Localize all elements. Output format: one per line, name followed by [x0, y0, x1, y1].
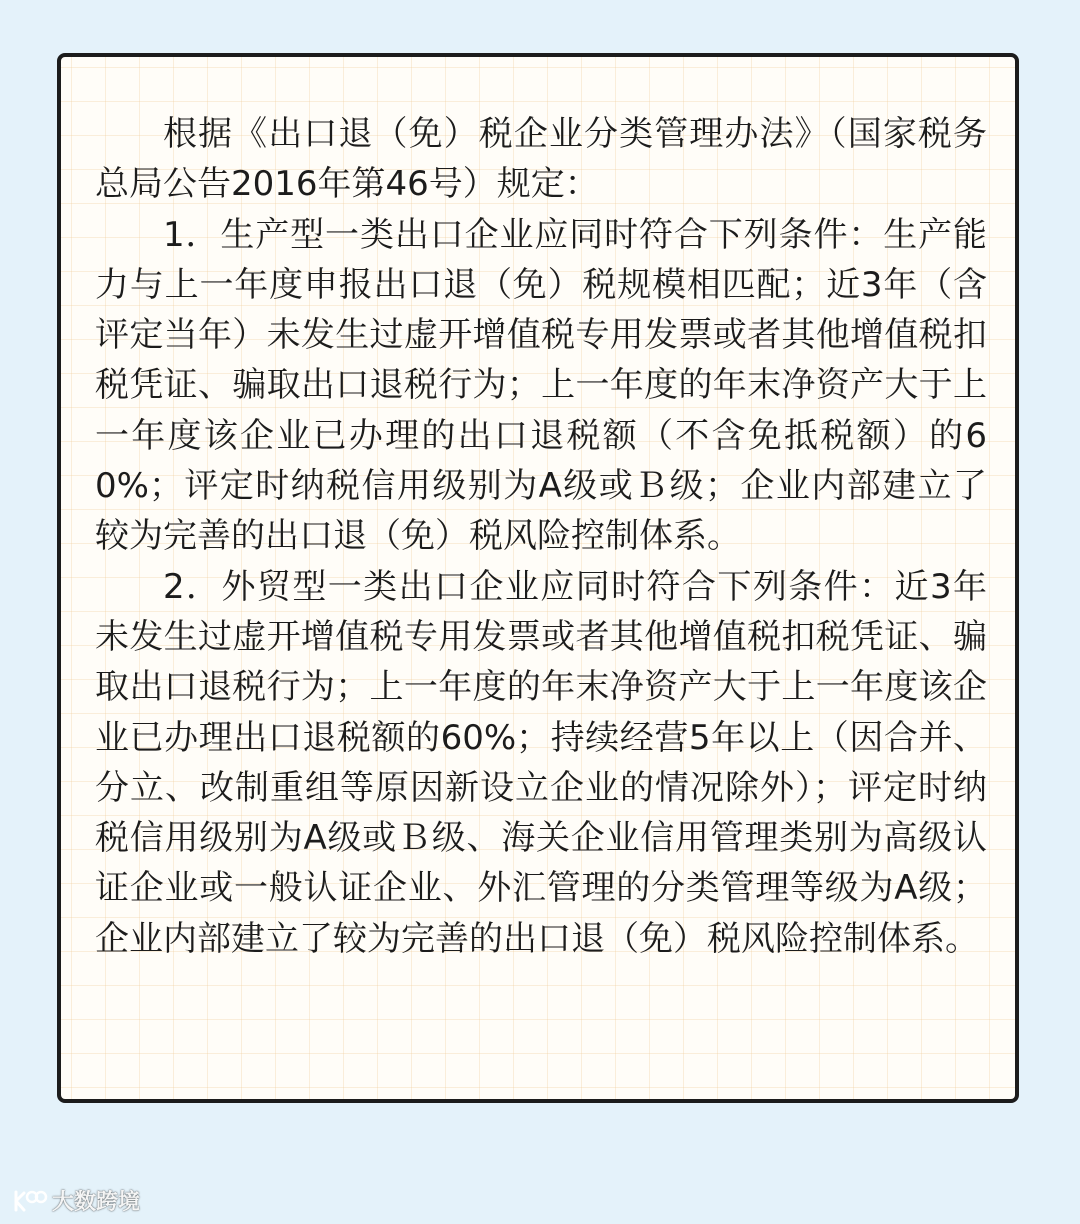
production-type-paragraph: 1．生产型一类出口企业应同时符合下列条件：生产能力与上一年度申报出口退（免）税规模相匹配；近3年（含评定当年）未发生过虚开增值税专用发票或者其他增值税扣税凭证、骗取出口退税行为；上一年度的年末净资产大于上一年度该企业已办理的出口退税额（不含免抵税额）的60%；评定时纳税信用级别为A级或Ｂ级；企业内部建立了较为完善的出口退（免）税风险控制体系。: [95, 214, 987, 557]
article-body: [95, 109, 987, 964]
watermark: [10, 1185, 140, 1216]
intro-paragraph: 根据《出口退（免）税企业分类管理办法》（国家税务总局公告2016年第46号）规定：: [95, 114, 987, 205]
trade-type-paragraph: 2．外贸型一类出口企业应同时符合下列条件：近3年未发生过虚开增值税专用发票或者其他增值税扣税凭证、骗取出口退税行为；上一年度的年末净资产大于上一年度该企业已办理出口退税额的60%；持续经营5年以上（因合并、分立、改制重组等原因新设立企业的情况除外）；评定时纳税信用级别为A级或Ｂ级、海关企业信用管理类别为高级认证企业或一般认证企业、外汇管理的分类管理等级为A级；企业内部建立了较为完善的出口退（免）税风险控制体系。: [95, 566, 987, 959]
content-card: [57, 53, 1019, 1103]
watermark-text: 大数跨境: [52, 1190, 141, 1215]
brand-logo-icon: [10, 1188, 48, 1214]
